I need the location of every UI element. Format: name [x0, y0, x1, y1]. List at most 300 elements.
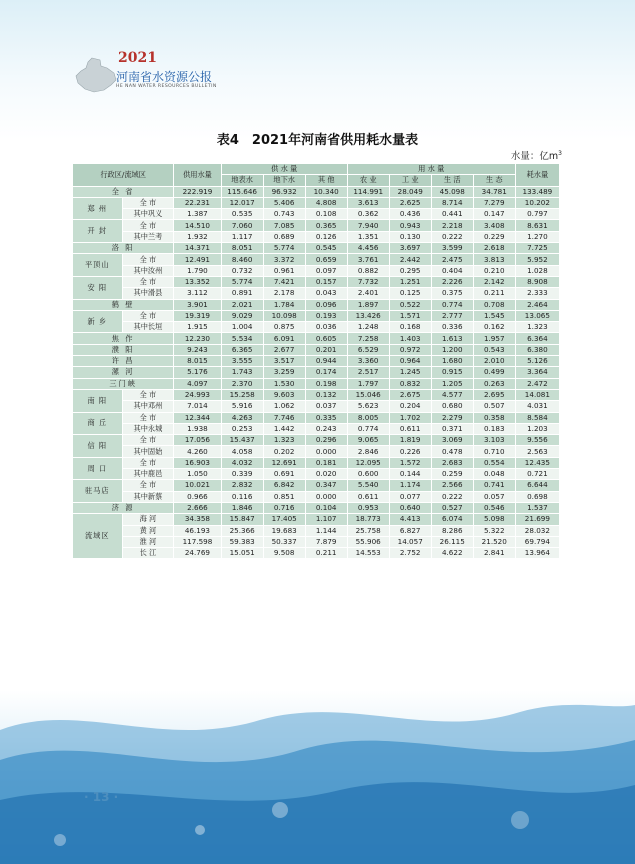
table-cell: 0.554 [473, 457, 515, 468]
table-cell: 0.851 [263, 491, 305, 502]
table-cell: 0.020 [305, 469, 347, 480]
table-cell: 0.891 [221, 288, 263, 299]
table-row [73, 536, 560, 547]
table-cell: 0.362 [347, 209, 389, 220]
table-row [73, 423, 560, 434]
table-row [73, 401, 560, 412]
table-cell: 12.017 [221, 197, 263, 208]
table-cell: 0.605 [305, 333, 347, 344]
table-cell: 6.827 [389, 525, 431, 536]
bulletin-subtitle-en: HE NAN WATER RESOURCES BULLETIN [116, 84, 217, 89]
table-cell: 14.510 [174, 220, 221, 231]
table-cell: 1.537 [515, 502, 559, 513]
row-subregion: 长 江 [122, 548, 174, 559]
row-region: 开 封 [73, 220, 123, 243]
table-cell: 2.021 [221, 299, 263, 310]
table-cell: 0.640 [389, 502, 431, 513]
table-row [73, 446, 560, 457]
table-cell: 2.841 [473, 548, 515, 559]
table-cell: 0.441 [431, 209, 473, 220]
table-cell: 13.352 [174, 276, 221, 287]
table-cell: 7.940 [347, 220, 389, 231]
row-subregion: 淮 河 [122, 536, 174, 547]
table-cell: 0.546 [473, 502, 515, 513]
page-number: · 13 · [84, 790, 119, 804]
table-cell: 25.366 [221, 525, 263, 536]
table-cell: 50.337 [263, 536, 305, 547]
table-cell: 0.077 [389, 491, 431, 502]
table-cell: 9.243 [174, 344, 221, 355]
table-cell: 1.107 [305, 514, 347, 525]
table-cell: 0.295 [389, 265, 431, 276]
table-cell: 2.218 [431, 220, 473, 231]
table-cell: 26.115 [431, 536, 473, 547]
table-row [73, 480, 560, 491]
table-cell: 0.096 [305, 299, 347, 310]
table-cell: 1.323 [515, 322, 559, 333]
table-cell: 8.460 [221, 254, 263, 265]
table-cell: 2.675 [389, 389, 431, 400]
table-cell: 0.043 [305, 288, 347, 299]
table-cell: 7.732 [347, 276, 389, 287]
table-row [73, 435, 560, 446]
table-cell: 2.142 [473, 276, 515, 287]
table-cell: 14.553 [347, 548, 389, 559]
table-cell: 7.421 [263, 276, 305, 287]
row-subregion: 其中兰考 [122, 231, 174, 242]
table-cell: 18.773 [347, 514, 389, 525]
table-cell: 55.906 [347, 536, 389, 547]
table-cell: 1.797 [347, 378, 389, 389]
table-cell: 1.062 [263, 401, 305, 412]
row-subregion: 全 市 [122, 435, 174, 446]
table-cell: 0.774 [431, 299, 473, 310]
table-cell: 22.231 [174, 197, 221, 208]
table-cell: 2.666 [174, 502, 221, 513]
table-cell: 10.021 [174, 480, 221, 491]
table-cell: 6.091 [263, 333, 305, 344]
table-cell: 0.507 [473, 401, 515, 412]
row-subregion: 全 市 [122, 480, 174, 491]
table-cell: 96.932 [263, 186, 305, 197]
table-row [73, 457, 560, 468]
table-cell: 0.698 [515, 491, 559, 502]
table-row [73, 288, 560, 299]
table-cell: 0.371 [431, 423, 473, 434]
table-row [73, 333, 560, 344]
table-cell: 28.032 [515, 525, 559, 536]
table-cell: 0.915 [431, 367, 473, 378]
table-row [73, 502, 560, 513]
header-consumption: 耗水量 [515, 164, 559, 187]
table-cell: 1.442 [263, 423, 305, 434]
water-wave-decoration [0, 690, 635, 864]
table-row [73, 243, 560, 254]
table-cell: 5.623 [347, 401, 389, 412]
table-cell: 1.743 [221, 367, 263, 378]
table-cell: 0.000 [305, 446, 347, 457]
table-cell: 0.708 [473, 299, 515, 310]
table-cell: 0.211 [473, 288, 515, 299]
table-cell: 5.952 [515, 254, 559, 265]
table-cell: 2.563 [515, 446, 559, 457]
header-other: 其 他 [305, 175, 347, 186]
table-cell: 0.204 [389, 401, 431, 412]
table-cell: 7.746 [263, 412, 305, 423]
table-cell: 0.193 [305, 310, 347, 321]
table-cell: 3.360 [347, 356, 389, 367]
table-cell: 0.108 [305, 209, 347, 220]
table-cell: 0.253 [221, 423, 263, 434]
table-cell: 0.210 [473, 265, 515, 276]
table-cell: 2.695 [473, 389, 515, 400]
row-region: 新 乡 [73, 310, 123, 333]
table-cell: 19.319 [174, 310, 221, 321]
table-cell: 0.832 [389, 378, 431, 389]
row-subregion: 其中鹿邑 [122, 469, 174, 480]
row-region: 安 阳 [73, 276, 123, 299]
table-cell: 0.130 [389, 231, 431, 242]
table-cell: 0.944 [305, 356, 347, 367]
table-cell: 0.499 [473, 367, 515, 378]
row-subregion: 其中固始 [122, 446, 174, 457]
table-cell: 2.846 [347, 446, 389, 457]
table-cell: 0.527 [431, 502, 473, 513]
table-cell: 6.364 [515, 333, 559, 344]
table-row [73, 548, 560, 559]
table-cell: 25.758 [347, 525, 389, 536]
table-cell: 0.535 [221, 209, 263, 220]
table-cell: 15.847 [221, 514, 263, 525]
table-cell: 7.060 [221, 220, 263, 231]
unit-label [511, 148, 562, 162]
row-region: 鹤 壁 [73, 299, 174, 310]
table-cell: 0.036 [305, 322, 347, 333]
row-region: 郑 州 [73, 197, 123, 220]
table-cell: 0.104 [305, 502, 347, 513]
table-cell: 0.358 [473, 412, 515, 423]
unit-prefix: 水量：亿m [510, 151, 559, 162]
table-cell: 2.566 [431, 480, 473, 491]
table-cell: 0.972 [389, 344, 431, 355]
table-cell: 15.437 [221, 435, 263, 446]
table-cell: 3.408 [473, 220, 515, 231]
table-cell: 5.916 [221, 401, 263, 412]
table-cell: 0.797 [515, 209, 559, 220]
table-cell: 0.116 [221, 491, 263, 502]
table-cell: 5.774 [263, 243, 305, 254]
table-cell: 16.903 [174, 457, 221, 468]
row-region: 焦 作 [73, 333, 174, 344]
table-cell: 0.600 [347, 469, 389, 480]
table-cell: 0.000 [305, 491, 347, 502]
water-supply-use-table [72, 163, 560, 559]
table-cell: 222.919 [174, 186, 221, 197]
table-cell: 13.065 [515, 310, 559, 321]
table-cell: 0.157 [305, 276, 347, 287]
table-cell: 8.005 [347, 412, 389, 423]
table-cell: 1.572 [389, 457, 431, 468]
table-cell: 1.957 [473, 333, 515, 344]
table-cell: 1.028 [515, 265, 559, 276]
table-cell: 6.644 [515, 480, 559, 491]
table-cell: 2.472 [515, 378, 559, 389]
table-cell: 0.543 [473, 344, 515, 355]
table-cell: 10.202 [515, 197, 559, 208]
table-row [73, 186, 560, 197]
table-cell: 4.577 [431, 389, 473, 400]
row-subregion: 全 市 [122, 457, 174, 468]
header-agri: 农 业 [347, 175, 389, 186]
table-row [73, 356, 560, 367]
table-cell: 8.714 [431, 197, 473, 208]
table-cell: 8.584 [515, 412, 559, 423]
table-cell: 0.037 [305, 401, 347, 412]
table-cell: 0.211 [305, 548, 347, 559]
table-cell: 1.819 [389, 435, 431, 446]
table-cell: 6.529 [347, 344, 389, 355]
table-cell: 0.710 [473, 446, 515, 457]
table-cell: 10.098 [263, 310, 305, 321]
table-cell: 8.051 [221, 243, 263, 254]
table-cell: 2.226 [431, 276, 473, 287]
header-supply-total: 供用水量 [174, 164, 221, 187]
table-row [73, 265, 560, 276]
table-cell: 0.375 [431, 288, 473, 299]
table-cell: 0.222 [431, 231, 473, 242]
table-cell: 2.279 [431, 412, 473, 423]
table-cell: 12.230 [174, 333, 221, 344]
table-cell: 0.162 [473, 322, 515, 333]
row-region: 漯 河 [73, 367, 174, 378]
table-cell: 0.774 [347, 423, 389, 434]
table-cell: 1.174 [389, 480, 431, 491]
header-surface: 地表水 [221, 175, 263, 186]
table-cell: 0.202 [263, 446, 305, 457]
table-cell: 1.323 [263, 435, 305, 446]
table-cell: 3.259 [263, 367, 305, 378]
table-cell: 2.832 [221, 480, 263, 491]
table-cell: 0.545 [305, 243, 347, 254]
table-cell: 21.699 [515, 514, 559, 525]
table-cell: 12.095 [347, 457, 389, 468]
table-cell: 7.879 [305, 536, 347, 547]
table-cell: 2.752 [389, 548, 431, 559]
table-cell: 1.915 [174, 322, 221, 333]
table-cell: 7.279 [473, 197, 515, 208]
table-cell: 0.336 [431, 322, 473, 333]
row-subregion: 其中长垣 [122, 322, 174, 333]
table-cell: 1.203 [515, 423, 559, 434]
table-cell: 12.435 [515, 457, 559, 468]
table-cell: 59.383 [221, 536, 263, 547]
table-row [73, 514, 560, 525]
header-life: 生 活 [431, 175, 473, 186]
table-cell: 0.097 [305, 265, 347, 276]
table-cell: 19.683 [263, 525, 305, 536]
table-cell: 14.081 [515, 389, 559, 400]
table-cell: 13.426 [347, 310, 389, 321]
table-cell: 24.993 [174, 389, 221, 400]
table-cell: 3.364 [515, 367, 559, 378]
table-cell: 0.183 [473, 423, 515, 434]
table-cell: 5.774 [221, 276, 263, 287]
table-cell: 0.943 [389, 220, 431, 231]
table-row [73, 367, 560, 378]
table-cell: 0.875 [263, 322, 305, 333]
table-cell: 0.126 [305, 231, 347, 242]
table-cell: 0.365 [305, 220, 347, 231]
table-cell: 5.098 [473, 514, 515, 525]
table-cell: 0.174 [305, 367, 347, 378]
table-cell: 1.351 [347, 231, 389, 242]
table-cell: 6.380 [515, 344, 559, 355]
table-cell: 0.222 [431, 491, 473, 502]
table-cell: 1.270 [515, 231, 559, 242]
table-cell: 3.555 [221, 356, 263, 367]
table-cell: 0.691 [263, 469, 305, 480]
table-cell: 28.049 [389, 186, 431, 197]
bulletin-title: 河南省水资源公报 [116, 70, 213, 84]
row-subregion: 其中汝州 [122, 265, 174, 276]
table-cell: 0.125 [389, 288, 431, 299]
row-subregion: 全 市 [122, 310, 174, 321]
table-row [73, 491, 560, 502]
table-cell: 3.103 [473, 435, 515, 446]
table-cell: 4.260 [174, 446, 221, 457]
table-cell: 15.046 [347, 389, 389, 400]
table-cell: 2.677 [263, 344, 305, 355]
table-cell: 5.540 [347, 480, 389, 491]
row-region: 信 阳 [73, 435, 123, 458]
table-row [73, 469, 560, 480]
table-cell: 1.387 [174, 209, 221, 220]
table-cell: 69.794 [515, 536, 559, 547]
table-cell: 17.056 [174, 435, 221, 446]
row-subregion: 全 市 [122, 220, 174, 231]
table-cell: 15.258 [221, 389, 263, 400]
table-cell: 12.344 [174, 412, 221, 423]
table-cell: 0.263 [473, 378, 515, 389]
table-row [73, 322, 560, 333]
table-row [73, 310, 560, 321]
table-cell: 3.372 [263, 254, 305, 265]
table-cell: 4.808 [305, 197, 347, 208]
row-region: 南 阳 [73, 389, 123, 412]
row-region: 洛 阳 [73, 243, 174, 254]
table-cell: 0.964 [389, 356, 431, 367]
table-cell: 17.405 [263, 514, 305, 525]
table-cell: 3.599 [431, 243, 473, 254]
table-cell: 117.598 [174, 536, 221, 547]
row-region: 周 口 [73, 457, 123, 480]
table-cell: 133.489 [515, 186, 559, 197]
table-cell: 2.625 [389, 197, 431, 208]
table-cell: 1.932 [174, 231, 221, 242]
table-row [73, 412, 560, 423]
table-cell: 0.335 [305, 412, 347, 423]
row-region: 三门峡 [73, 378, 174, 389]
table-cell: 0.436 [389, 209, 431, 220]
table-cell: 8.631 [515, 220, 559, 231]
table-cell: 7.725 [515, 243, 559, 254]
table-row [73, 209, 560, 220]
table-cell: 0.057 [473, 491, 515, 502]
row-region: 濮 阳 [73, 344, 174, 355]
table-cell: 115.646 [221, 186, 263, 197]
table-cell: 4.622 [431, 548, 473, 559]
table-cell: 14.057 [389, 536, 431, 547]
table-cell: 6.842 [263, 480, 305, 491]
table-row [73, 299, 560, 310]
table-cell: 45.098 [431, 186, 473, 197]
table-cell: 4.058 [221, 446, 263, 457]
table-cell: 0.478 [431, 446, 473, 457]
table-cell: 0.741 [473, 480, 515, 491]
table-cell: 0.716 [263, 502, 305, 513]
table-cell: 0.259 [431, 469, 473, 480]
table-cell: 4.097 [174, 378, 221, 389]
table-cell: 0.168 [389, 322, 431, 333]
table-cell: 24.769 [174, 548, 221, 559]
table-cell: 3.697 [389, 243, 431, 254]
row-region: 商 丘 [73, 412, 123, 435]
row-region: 平顶山 [73, 254, 123, 277]
table-cell: 13.964 [515, 548, 559, 559]
henan-map-logo [74, 56, 118, 94]
row-subregion: 全 市 [122, 276, 174, 287]
table-cell: 0.229 [473, 231, 515, 242]
table-cell: 3.069 [431, 435, 473, 446]
table-cell: 5.534 [221, 333, 263, 344]
table-cell: 0.611 [389, 423, 431, 434]
table-cell: 3.112 [174, 288, 221, 299]
table-cell: 12.491 [174, 254, 221, 265]
table-cell: 1.702 [389, 412, 431, 423]
table-cell: 114.991 [347, 186, 389, 197]
table-cell: 8.015 [174, 356, 221, 367]
table-cell: 34.358 [174, 514, 221, 525]
row-subregion: 其中巩义 [122, 209, 174, 220]
table-row [73, 197, 560, 208]
table-cell: 1.403 [389, 333, 431, 344]
row-subregion: 黄 河 [122, 525, 174, 536]
table-cell: 21.520 [473, 536, 515, 547]
table-cell: 1.251 [389, 276, 431, 287]
table-cell: 2.517 [347, 367, 389, 378]
row-subregion: 其中新蔡 [122, 491, 174, 502]
table-cell: 1.117 [221, 231, 263, 242]
header-region: 行政区/流域区 [73, 164, 174, 187]
table-cell: 9.508 [263, 548, 305, 559]
table-row [73, 389, 560, 400]
table-cell: 4.263 [221, 412, 263, 423]
table-cell: 2.333 [515, 288, 559, 299]
bulletin-year: 2021 [118, 50, 157, 66]
table-cell: 8.908 [515, 276, 559, 287]
header-use: 用 水 量 [347, 164, 515, 175]
table-cell: 1.680 [431, 356, 473, 367]
row-subregion: 其中邓州 [122, 401, 174, 412]
table-cell: 1.144 [305, 525, 347, 536]
table-cell: 0.659 [305, 254, 347, 265]
table-cell: 46.193 [174, 525, 221, 536]
table-cell: 15.051 [221, 548, 263, 559]
table-cell: 3.613 [347, 197, 389, 208]
table-cell: 3.813 [473, 254, 515, 265]
table-cell: 0.226 [389, 446, 431, 457]
row-subregion: 海 河 [122, 514, 174, 525]
